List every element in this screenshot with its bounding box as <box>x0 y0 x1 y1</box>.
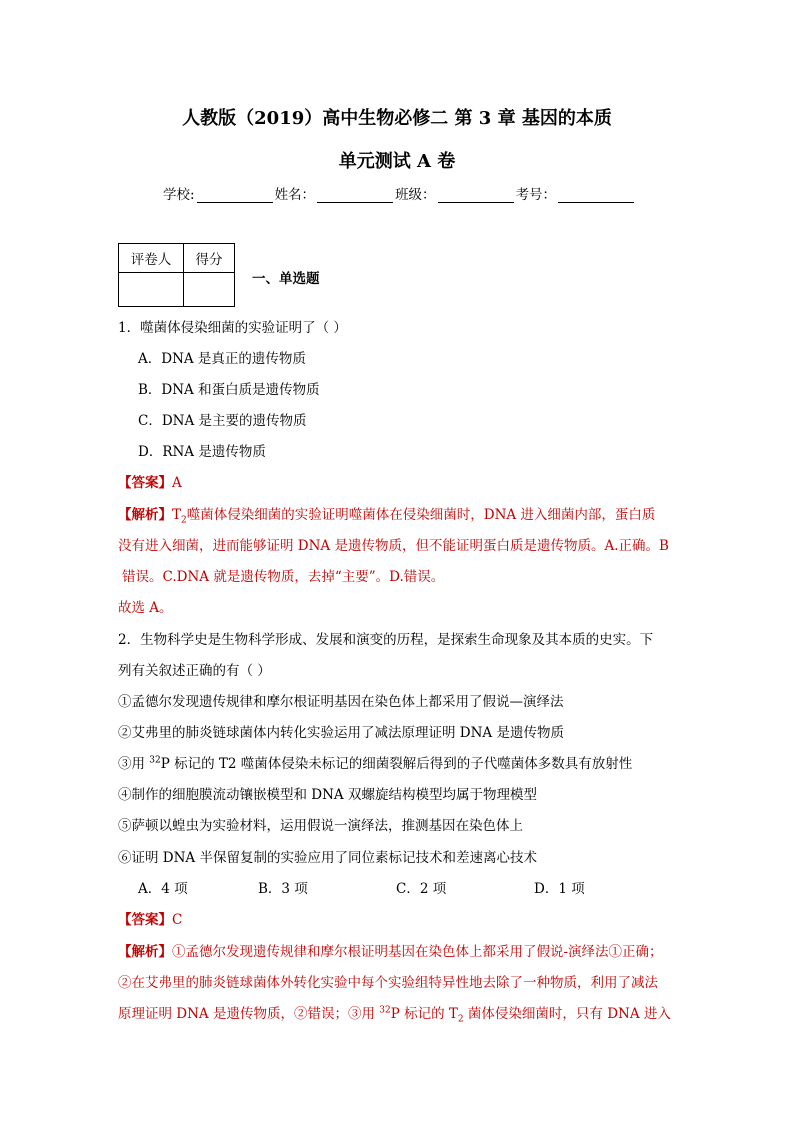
q1-answer-value: A <box>172 475 182 491</box>
q1-analysis-line1 <box>118 503 655 526</box>
grader-cell[interactable] <box>119 273 184 307</box>
q2-option-c: C．2 项 <box>396 881 447 897</box>
q2-analysis-label: 【解析】 <box>118 944 172 960</box>
q1-analysis-t: T <box>172 507 182 523</box>
q1-analysis-text1: 噬菌体侵染细菌的实验证明噬菌体在侵染细菌时，DNA 进入细菌内部，蛋白质 <box>186 507 656 523</box>
q1-option-b: B．DNA 和蛋白质是遗传物质 <box>138 382 320 398</box>
q2-answer-value: C <box>172 912 183 928</box>
score-table <box>118 243 235 307</box>
q1-analysis-sub: 2 <box>181 515 187 526</box>
q1-analysis-label: 【解析】 <box>118 507 172 523</box>
q2-stem-line1: 2．生物科学史是生物科学形成、发展和演变的历程，是探索生命现象及其本质的史实。下 <box>118 632 654 648</box>
q2-analysis-sub: 2 <box>457 1014 464 1025</box>
q2-option-b: B．3 项 <box>258 881 308 897</box>
q2-statement-2: ②艾弗里的肺炎链球菌体内转化实验运用了减法原理证明 DNA 是遗传物质 <box>118 725 564 741</box>
q2-options-row <box>138 877 585 897</box>
class-field[interactable] <box>438 187 514 203</box>
q1-option-a: A．DNA 是真正的遗传物质 <box>138 351 306 367</box>
name-field[interactable] <box>317 187 393 203</box>
q2-s3-post: P 标记的 T2 噬菌体侵染未标记的细菌裂解后得到的子代噬菌体多数具有放射性 <box>160 756 633 772</box>
name-label: 姓名： <box>274 187 316 203</box>
student-info-row <box>163 183 636 203</box>
document-title: 人教版（2019）高中生物必修二 第 3 章 基因的本质 <box>182 108 612 129</box>
q1-conclusion: 故选 A。 <box>118 600 173 616</box>
q2-s3-pre: ③用 <box>118 756 150 772</box>
q2-analysis-text1: ①孟德尔发现遗传规律和摩尔根证明基因在染色体上都采用了假说-演绎法①正确； <box>172 944 663 960</box>
q2-statement-1: ①孟德尔发现遗传规律和摩尔根证明基因在染色体上都采用了假说—演绎法 <box>118 694 564 710</box>
q2-analysis-text3c: 菌体侵染细菌时，只有 DNA 进入 <box>463 1006 671 1022</box>
q1-option-d: D．RNA 是遗传物质 <box>138 444 266 460</box>
q2-stem-line2: 列有关叙述正确的有（ ） <box>118 663 271 679</box>
document-subtitle: 单元测试 A 卷 <box>338 151 456 172</box>
q1-option-c: C．DNA 是主要的遗传物质 <box>138 413 307 429</box>
q2-statement-4: ④制作的细胞膜流动镶嵌模型和 DNA 双螺旋结构模型均属于物理模型 <box>118 787 537 803</box>
q1-analysis-line2: 没有进入细菌，进而能够证明 DNA 是遗传物质，但不能证明蛋白质是遗传物质。A.正确。B <box>118 538 669 554</box>
q2-statement-6: ⑥证明 DNA 半保留复制的实验应用了同位素标记技术和差速离心技术 <box>118 850 537 866</box>
q2-option-a: A．4 项 <box>138 881 188 897</box>
q2-analysis-sup: 32 <box>379 1005 391 1016</box>
q2-answer-label: 【答案】 <box>118 912 172 928</box>
q2-analysis-line1 <box>118 940 663 960</box>
q2-answer <box>118 908 182 928</box>
q1-analysis-line3: 错误。C.DNA 就是遗传物质，去掉“主要”。D.错误。 <box>122 569 445 585</box>
q1-answer <box>118 471 182 491</box>
q2-statement-5: ⑤萨顿以蝗虫为实验材料，运用假说一演绎法，推测基因在染色体上 <box>118 818 523 834</box>
q2-analysis-line2: ②在艾弗里的肺炎链球菌体外转化实验中每个实验组特异性地去除了一种物质，利用了减法 <box>118 975 658 991</box>
section-title: 一、单选题 <box>252 271 320 287</box>
q2-analysis-text3a: 原理证明 DNA 是遗传物质，②错误；③用 <box>118 1006 380 1022</box>
score-header: 得分 <box>184 244 235 273</box>
q1-answer-label: 【答案】 <box>118 475 172 491</box>
class-label: 班级： <box>395 187 436 203</box>
q2-s3-sup: 32 <box>149 755 161 766</box>
q2-analysis-text3b: P 标记的 T <box>390 1006 458 1022</box>
school-field[interactable] <box>197 187 273 203</box>
exam-number-label: 考号： <box>515 187 557 203</box>
q2-analysis-line3 <box>118 1002 671 1025</box>
q2-statement-3 <box>118 752 632 772</box>
grader-header: 评卷人 <box>119 244 184 273</box>
school-label: 学校: <box>163 187 195 203</box>
exam-number-field[interactable] <box>558 187 634 203</box>
q1-stem: 1．噬菌体侵染细菌的实验证明了（ ） <box>118 320 347 336</box>
score-cell[interactable] <box>184 273 235 307</box>
q2-option-d: D．1 项 <box>534 881 585 897</box>
